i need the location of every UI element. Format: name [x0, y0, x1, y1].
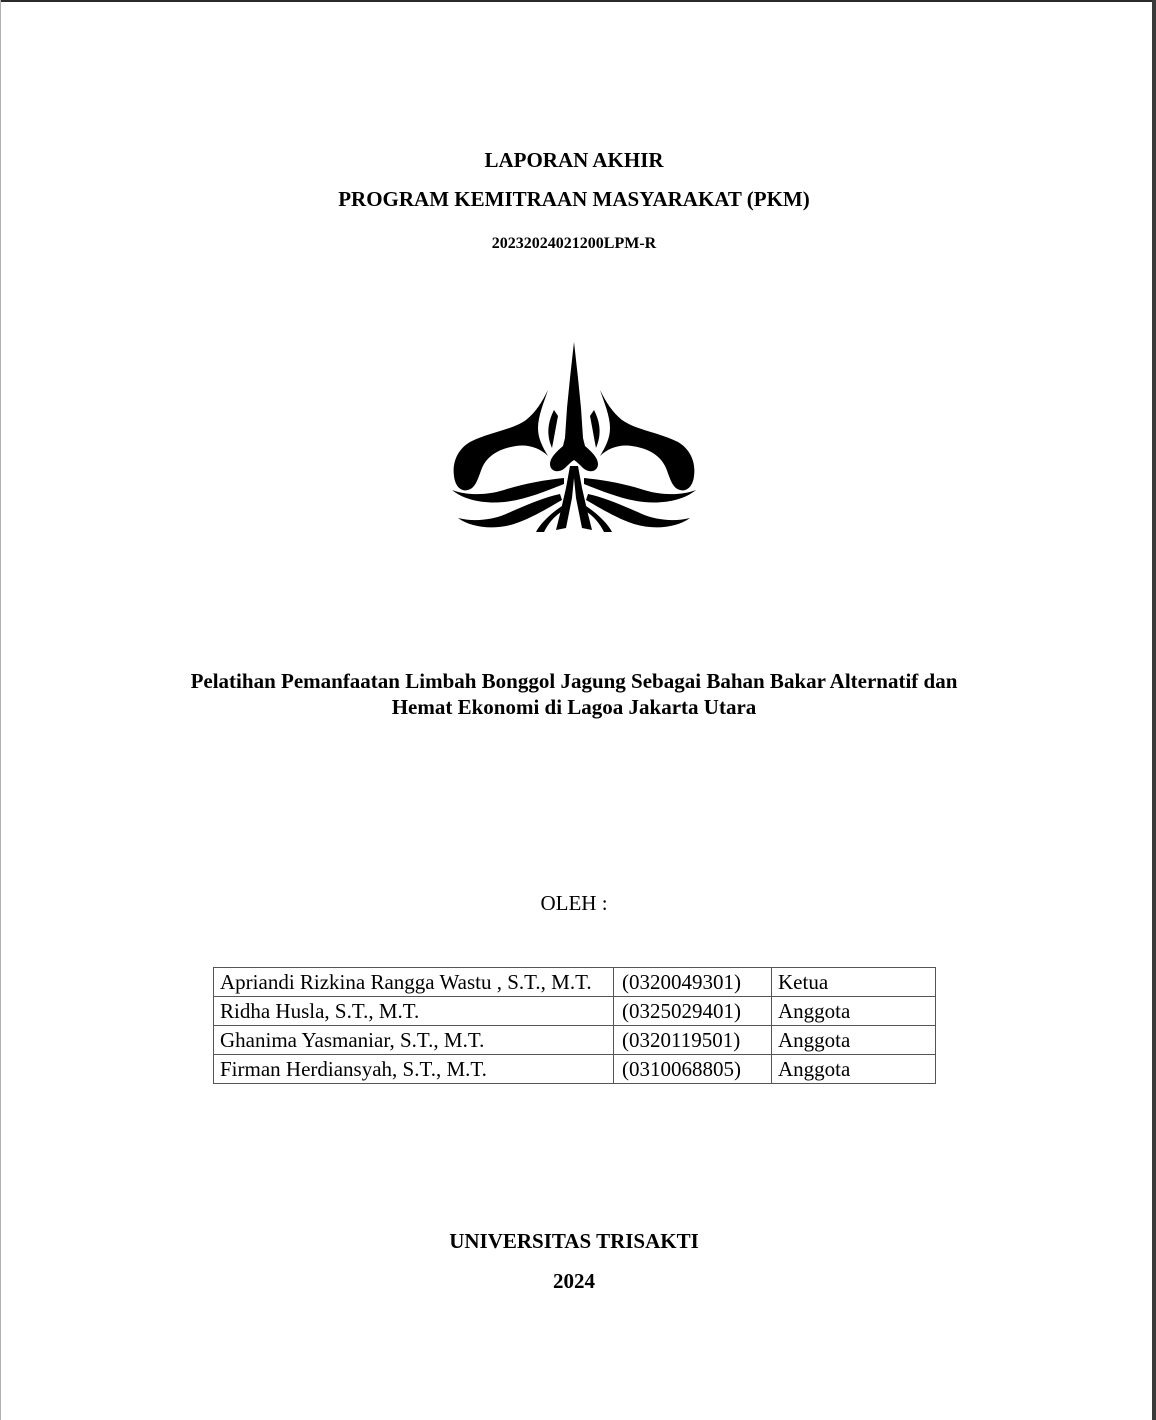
- author-id: (0320049301): [614, 968, 772, 997]
- subject-title: [0, 668, 1148, 720]
- report-title: LAPORAN AKHIR: [484, 148, 664, 172]
- authors-label: OLEH :: [540, 891, 608, 915]
- program-title: PROGRAM KEMITRAAN MASYARAKAT (PKM): [338, 187, 810, 211]
- university-name: UNIVERSITAS TRISAKTI: [449, 1229, 699, 1253]
- report-year: 2024: [553, 1269, 595, 1293]
- authors-table: [213, 967, 936, 1084]
- author-name: Ridha Husla, S.T., M.T.: [214, 997, 614, 1026]
- grant-code: 20232024021200LPM-R: [491, 235, 657, 252]
- table-row: [214, 1055, 936, 1084]
- page-edge-right: [1152, 0, 1156, 1420]
- author-name: Apriandi Rizkina Rangga Wastu , S.T., M.T.: [214, 968, 614, 997]
- author-name: Ghanima Yasmaniar, S.T., M.T.: [214, 1026, 614, 1055]
- author-id: (0325029401): [614, 997, 772, 1026]
- author-id: (0320119501): [614, 1026, 772, 1055]
- author-role: Anggota: [772, 1055, 936, 1084]
- author-role: Anggota: [772, 1026, 936, 1055]
- author-role: Ketua: [772, 968, 936, 997]
- trisakti-university-emblem-icon: [444, 338, 704, 534]
- author-id: (0310068805): [614, 1055, 772, 1084]
- author-name: Firman Herdiansyah, S.T., M.T.: [214, 1055, 614, 1084]
- table-row: [214, 997, 936, 1026]
- table-row: [214, 968, 936, 997]
- table-row: [214, 1026, 936, 1055]
- author-role: Anggota: [772, 997, 936, 1026]
- subject-title-line-2: Hemat Ekonomi di Lagoa Jakarta Utara: [391, 695, 757, 719]
- subject-title-line-1: Pelatihan Pemanfaatan Limbah Bonggol Jagung Sebagai Bahan Bakar Alternatif dan: [190, 669, 958, 693]
- page-edge-top: [0, 0, 1156, 2]
